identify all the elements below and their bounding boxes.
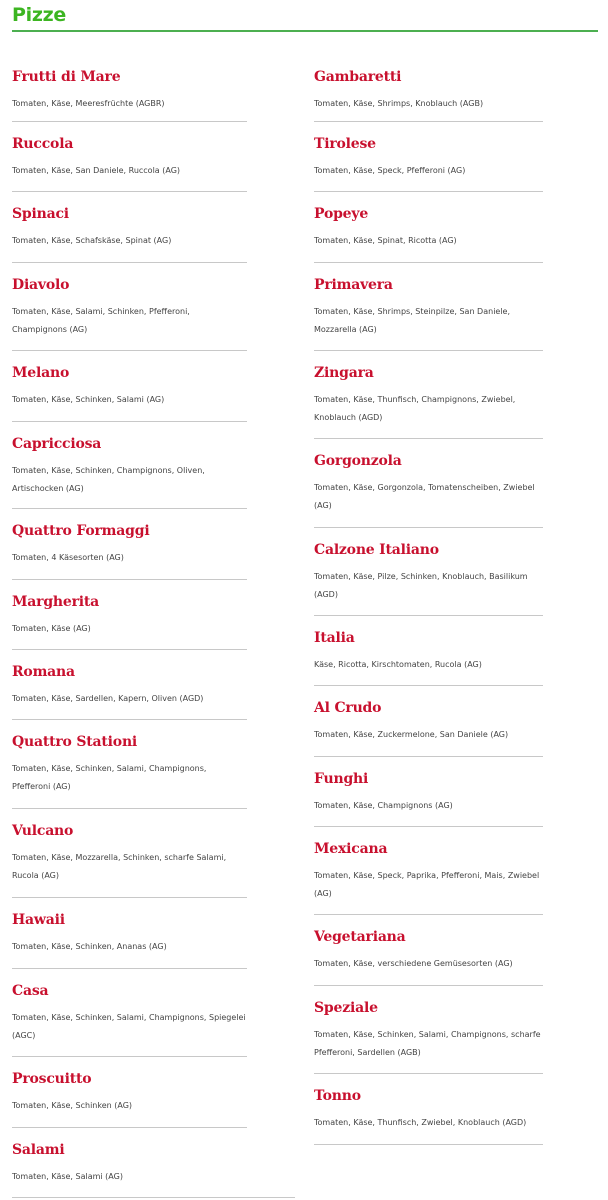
menu-item-name: Funghi: [314, 771, 369, 787]
section-title: Pizze: [12, 4, 66, 26]
menu-item-desc: Tomaten, Käse, Shrimps, Steinpilze, San Daniele, Mozzarella (AG): [314, 307, 511, 334]
menu-item-name: Capricciosa: [12, 436, 102, 452]
menu-item: [12, 192, 247, 263]
menu-item: [314, 827, 543, 915]
menu-item: [12, 809, 247, 898]
menu-item-desc: Tomaten, Käse, Schinken, Ananas (AG): [12, 942, 167, 951]
menu-item-name: Margherita: [12, 594, 100, 610]
menu-item: [314, 528, 543, 616]
menu-item-desc: Tomaten, Käse, Schinken, Champignons, Oliven, Artischocken (AG): [12, 466, 205, 493]
menu-item: [314, 1074, 543, 1145]
menu-item-desc: Tomaten, Käse, Speck, Pfefferoni (AG): [314, 166, 466, 175]
menu-item: [12, 898, 247, 969]
menu-item-name: Popeye: [314, 206, 369, 222]
menu-item: [314, 55, 543, 122]
menu-item-name: Vegetariana: [314, 929, 406, 945]
menu-item-desc: Tomaten, Käse, Mozzarella, Schinken, scharfe Salami, Rucola (AG): [12, 853, 227, 880]
menu-item-name: Quattro Stationi: [12, 734, 138, 750]
menu-item: [314, 351, 543, 439]
menu-item: [314, 915, 543, 986]
menu-item: [314, 122, 543, 192]
menu-item-name: Hawaii: [12, 912, 65, 928]
menu-item-desc: Tomaten, Käse, Champignons (AG): [314, 801, 453, 810]
menu-item-name: Salami: [12, 1142, 65, 1158]
menu-item-desc: Tomaten, Käse, Schafskäse, Spinat (AG): [12, 236, 172, 245]
menu-item-name: Mexicana: [314, 841, 388, 857]
menu-item-desc: Tomaten, 4 Käsesorten (AG): [12, 553, 124, 562]
menu-item: [12, 55, 247, 122]
menu-item: [12, 509, 247, 580]
menu-item: [12, 422, 247, 509]
menu-item-name: Quattro Formaggi: [12, 523, 150, 539]
menu-column-left: [12, 55, 247, 1198]
menu-item-name: Vulcano: [12, 823, 74, 839]
menu-item-desc: Tomaten, Käse, Salami, Schinken, Pfefferoni, Champignons (AG): [12, 307, 190, 334]
menu-item-name: Diavolo: [12, 277, 70, 293]
menu-item-desc: Tomaten, Käse, Pilze, Schinken, Knoblauch, Basilikum (AGD): [314, 572, 528, 599]
menu-item: [314, 616, 543, 686]
section-header: [12, 0, 598, 32]
menu-item-desc: Tomaten, Käse, Zuckermelone, San Daniele (AG): [314, 730, 509, 739]
menu-item-name: Al Crudo: [314, 700, 382, 716]
menu-item-desc: Tomaten, Käse, Schinken (AG): [12, 1101, 133, 1110]
menu-item-desc: Tomaten, Käse, Schinken, Salami, Champignons, Spiegelei (AGC): [12, 1013, 246, 1040]
menu-item-desc: Tomaten, Käse, Schinken, Salami (AG): [12, 395, 165, 404]
menu-item-name: Tonno: [314, 1088, 361, 1104]
menu-item-desc: Tomaten, Käse, Meeresfrüchte (AGBR): [12, 99, 165, 108]
menu-item: [12, 351, 247, 422]
menu-item: [314, 439, 543, 528]
menu-item: [314, 192, 543, 263]
menu-item: [314, 757, 543, 827]
menu-item: [12, 720, 247, 809]
menu-item-desc: Tomaten, Käse (AG): [12, 624, 91, 633]
menu-item-name: Gambaretti: [314, 69, 402, 85]
menu-item-desc: Tomaten, Käse, Thunfisch, Champignons, Zwiebel, Knoblauch (AGD): [314, 395, 516, 422]
menu-item-name: Calzone Italiano: [314, 542, 439, 558]
menu-item-desc: Tomaten, Käse, verschiedene Gemüsesorten (AG): [314, 959, 513, 968]
menu-item-desc: Tomaten, Käse, Salami (AG): [12, 1172, 123, 1181]
menu-item-desc: Tomaten, Käse, Thunfisch, Zwiebel, Knoblauch (AGD): [314, 1118, 527, 1127]
menu-item-desc: Tomaten, Käse, San Daniele, Ruccola (AG): [12, 166, 181, 175]
menu-item-desc: Käse, Ricotta, Kirschtomaten, Rucola (AG): [314, 660, 482, 669]
menu-item-name: Primavera: [314, 277, 393, 293]
menu-item: [12, 580, 247, 650]
menu-item: [12, 1128, 247, 1198]
menu-item: [12, 122, 247, 192]
menu-item: [12, 1057, 247, 1128]
menu-item-name: Zingara: [314, 365, 374, 381]
menu-item-name: Melano: [12, 365, 70, 381]
menu-item-name: Gorgonzola: [314, 453, 402, 469]
menu-item-desc: Tomaten, Käse, Spinat, Ricotta (AG): [314, 236, 457, 245]
menu-column-right: [314, 55, 543, 1145]
menu-item-name: Italia: [314, 630, 355, 646]
menu-item: [12, 969, 247, 1057]
menu-item-name: Frutti di Mare: [12, 69, 121, 85]
menu-item-desc: Tomaten, Käse, Schinken, Salami, Champignons, scharfe Pfefferoni, Sardellen (AGB): [314, 1030, 541, 1057]
menu-item: [314, 986, 543, 1074]
menu-item: [314, 263, 543, 351]
menu-item-name: Ruccola: [12, 136, 74, 152]
menu-item-name: Casa: [12, 983, 49, 999]
menu-item-desc: Tomaten, Käse, Gorgonzola, Tomatenscheiben, Zwiebel (AG): [314, 483, 535, 510]
menu-item-name: Tirolese: [314, 136, 376, 152]
menu-item-name: Proscuitto: [12, 1071, 92, 1087]
menu-item-name: Speziale: [314, 1000, 378, 1016]
menu-item: [12, 263, 247, 351]
menu-item-name: Romana: [12, 664, 75, 680]
menu-item-name: Spinaci: [12, 206, 69, 222]
menu-item: [12, 650, 247, 720]
menu-item: [314, 686, 543, 757]
menu-item-desc: Tomaten, Käse, Shrimps, Knoblauch (AGB): [314, 99, 484, 108]
menu-item-desc: Tomaten, Käse, Schinken, Salami, Champignons, Pfefferoni (AG): [12, 764, 207, 791]
menu-item-desc: Tomaten, Käse, Sardellen, Kapern, Oliven (AGD): [12, 694, 204, 703]
bottom-divider: [12, 1197, 295, 1198]
menu-item-desc: Tomaten, Käse, Speck, Paprika, Pfefferoni, Mais, Zwiebel (AG): [314, 871, 540, 898]
